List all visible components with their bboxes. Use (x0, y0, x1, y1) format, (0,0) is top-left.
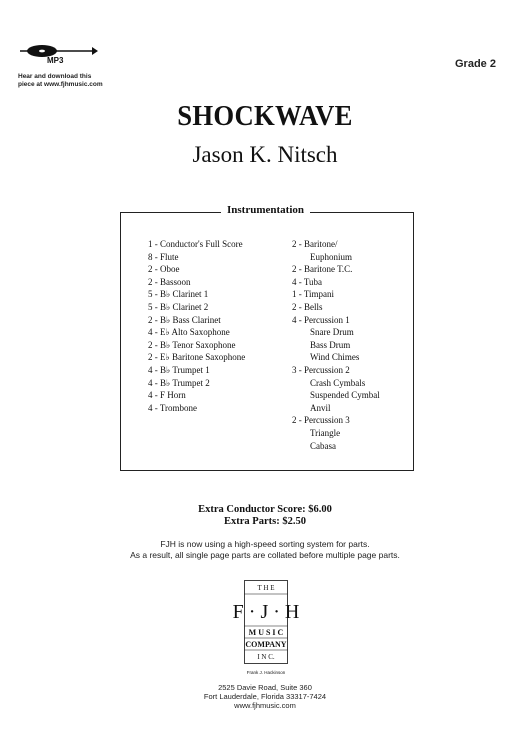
composer-name: Jason K. Nitsch (192, 142, 338, 167)
instrument-item: 5 - B♭ Clarinet 1 (148, 289, 209, 300)
website-link[interactable]: www.fjhmusic.com (234, 701, 296, 710)
instrument-subitem: Cabasa (310, 440, 336, 451)
piece-title: SHOCKWAVE (177, 100, 353, 132)
logo-subtitle: Frank J. Hackinson (246, 670, 286, 675)
instrumentation-column-2 (292, 238, 410, 452)
instrumentation-heading: Instrumentation (221, 204, 310, 216)
instrument-item: 2 - B♭ Tenor Saxophone (148, 339, 236, 350)
mp3-disc-icon (18, 40, 98, 66)
sorting-notice-line: FJH is now using a high-speed sorting system for parts. (160, 539, 370, 549)
instrument-item: 4 - Percussion 1 (292, 314, 350, 325)
instrument-item: 8 - Flute (148, 251, 179, 262)
address-line: 2525 Davie Road, Suite 360 (218, 683, 312, 692)
instrumentation-column-1 (148, 238, 288, 414)
instrument-subitem: Wind Chimes (310, 352, 360, 363)
mp3-badge-label: MP3 (47, 56, 64, 65)
instrument-item: 4 - Trombone (148, 402, 198, 413)
instrument-item: 4 - B♭ Trumpet 2 (148, 377, 210, 388)
logo-line: COMPANY (245, 640, 287, 649)
fjh-music-logo (232, 580, 300, 664)
instrument-subitem: Suspended Cymbal (310, 390, 380, 401)
instrument-item: 4 - E♭ Alto Saxophone (148, 327, 230, 338)
address-line: Fort Lauderdale, Florida 33317-7424 (203, 692, 327, 701)
logo-line: M U S I C (248, 628, 284, 637)
logo-line: F · J · H (232, 601, 300, 623)
mp3-note (18, 73, 108, 89)
instrument-item: 2 - Percussion 3 (292, 415, 350, 426)
sorting-notice-line: As a result, all single page parts are collated before multiple page parts. (130, 550, 400, 560)
instrument-item: 3 - Percussion 2 (292, 364, 350, 375)
logo-line: T H E (257, 584, 275, 592)
instrument-item: 4 - F Horn (148, 390, 186, 401)
instrument-item: 2 - E♭ Baritone Saxophone (148, 352, 246, 363)
instrument-subitem: Snare Drum (310, 327, 354, 338)
instrument-subitem: Triangle (310, 427, 341, 438)
instrument-item: 1 - Conductor's Full Score (148, 239, 243, 249)
parts-price: Extra Parts: $2.50 (224, 516, 306, 527)
instrument-item: 2 - Oboe (148, 264, 180, 275)
instrument-item: 2 - B♭ Bass Clarinet (148, 314, 221, 325)
instrument-subitem: Bass Drum (310, 339, 351, 350)
grade-label: Grade 2 (455, 58, 496, 70)
logo-line: I N C. (257, 653, 275, 661)
mp3-note-line: Hear and download this (18, 73, 92, 80)
mp3-note-line: piece at www.fjhmusic.com (18, 81, 103, 88)
conductor-score-price: Extra Conductor Score: $6.00 (198, 504, 332, 515)
instrument-item: 2 - Bells (292, 301, 323, 312)
instrument-item: 4 - Tuba (292, 276, 323, 287)
instrument-item: 5 - B♭ Clarinet 2 (148, 301, 209, 312)
instrument-subitem: Anvil (310, 402, 331, 413)
instrument-item: 2 - Baritone/ (292, 239, 338, 249)
instrument-item: 2 - Bassoon (148, 276, 191, 287)
instrument-subitem: Crash Cymbals (310, 377, 366, 388)
instrument-item: 4 - B♭ Trumpet 1 (148, 364, 210, 375)
instrument-item: 2 - Baritone T.C. (292, 264, 353, 275)
instrument-item: 1 - Timpani (292, 289, 335, 300)
instrument-subitem: Euphonium (310, 251, 352, 262)
